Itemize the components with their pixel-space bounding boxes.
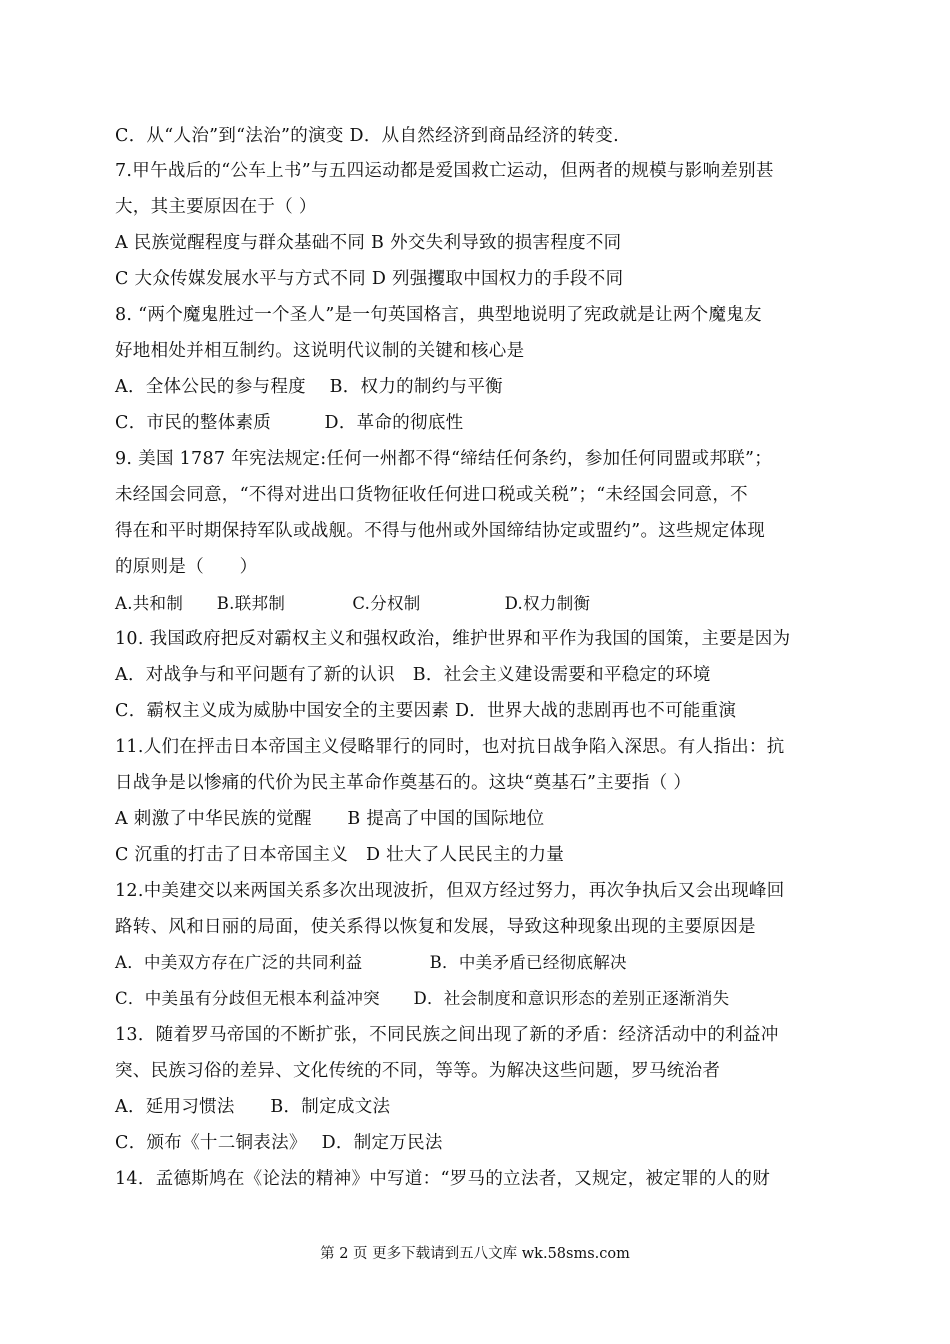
text-line: C．从“人治”到“法治”的演变 D．从自然经济到商品经济的转变. bbox=[115, 126, 619, 146]
text-line: 10. 我国政府把反对霸权主义和强权政治，维护世界和平作为我国的国策，主要是因为 bbox=[115, 629, 791, 649]
text-line: 9. 美国 1787 年宪法规定:任何一州都不得“缔结任何条约，参加任何同盟或邦联”； bbox=[115, 449, 773, 469]
text-line: 路转、风和日丽的局面，使关系得以恢复和发展，导致这种现象出现的主要原因是 bbox=[115, 917, 756, 937]
text-line: C 大众传媒发展水平与方式不同 D 列强攫取中国权力的手段不同 bbox=[115, 269, 624, 289]
text-line: 得在和平时期保持军队或战舰。不得与他州或外国缔结协定或盟约”。这些规定体现 bbox=[115, 521, 766, 541]
text-line: 大，其主要原因在于（ ） bbox=[115, 197, 317, 217]
text-line: A．中美双方存在广泛的共同利益 B．中美矛盾已经彻底解决 bbox=[115, 953, 627, 972]
text-line: 好地相处并相互制约。这说明代议制的关键和核心是 bbox=[115, 341, 525, 361]
text-line: A．对战争与和平问题有了新的认识 B．社会主义建设需要和平稳定的环境 bbox=[115, 665, 711, 685]
text-line: C．市民的整体素质 D．革命的彻底性 bbox=[115, 413, 464, 433]
page-footer: 第 2 页 更多下载请到五八文库 wk.58sms.com bbox=[320, 1246, 630, 1262]
text-line: 7.甲午战后的“公车上书”与五四运动都是爱国救亡运动，但两者的规模与影响差别甚 bbox=[115, 161, 774, 181]
text-line: 11.人们在抨击日本帝国主义侵略罪行的同时，也对抗日战争陷入深思。有人指出：抗 bbox=[115, 737, 785, 757]
text-line: 8. “两个魔鬼胜过一个圣人”是一句英国格言，典型地说明了宪政就是让两个魔鬼友 bbox=[115, 305, 762, 325]
text-line: C．霸权主义成为威胁中国安全的主要因素 D．世界大战的悲剧再也不可能重演 bbox=[115, 701, 737, 721]
text-line: 突、民族习俗的差异、文化传统的不同，等等。为解决这些问题，罗马统治者 bbox=[115, 1061, 721, 1081]
text-line: 未经国会同意，“不得对进出口货物征收任何进口税或关税”；“未经国会同意，不 bbox=[115, 485, 748, 505]
text-line: C．颁布《十二铜表法》 D．制定万民法 bbox=[115, 1133, 443, 1153]
text-line: A 刺激了中华民族的觉醒 B 提高了中国的国际地位 bbox=[115, 809, 545, 829]
text-line: C．中美虽有分歧但无根本利益冲突 D．社会制度和意识形态的差别正逐渐消失 bbox=[115, 989, 730, 1008]
text-line: A．延用习惯法 B．制定成文法 bbox=[115, 1097, 391, 1117]
text-line: 12.中美建交以来两国关系多次出现波折，但双方经过努力，再次争执后又会出现峰回 bbox=[115, 881, 785, 901]
text-line: 13．随着罗马帝国的不断扩张，不同民族之间出现了新的矛盾：经济活动中的利益冲 bbox=[115, 1025, 779, 1045]
text-line: 14．孟德斯鸠在《论法的精神》中写道：“罗马的立法者，又规定，被定罪的人的财 bbox=[115, 1169, 771, 1189]
text-line: C 沉重的打击了日本帝国主义 D 壮大了人民民主的力量 bbox=[115, 845, 565, 865]
text-line: A．全体公民的参与程度 B．权力的制约与平衡 bbox=[115, 377, 503, 397]
text-line: A.共和制 B.联邦制 C.分权制 D.权力制衡 bbox=[115, 594, 591, 613]
text-line: 的原则是（ ） bbox=[115, 557, 258, 577]
text-line: 日战争是以惨痛的代价为民主革命作奠基石的。这块“奠基石”主要指（ ） bbox=[115, 773, 692, 793]
text-line: A 民族觉醒程度与群众基础不同 B 外交失利导致的损害程度不同 bbox=[115, 233, 622, 253]
